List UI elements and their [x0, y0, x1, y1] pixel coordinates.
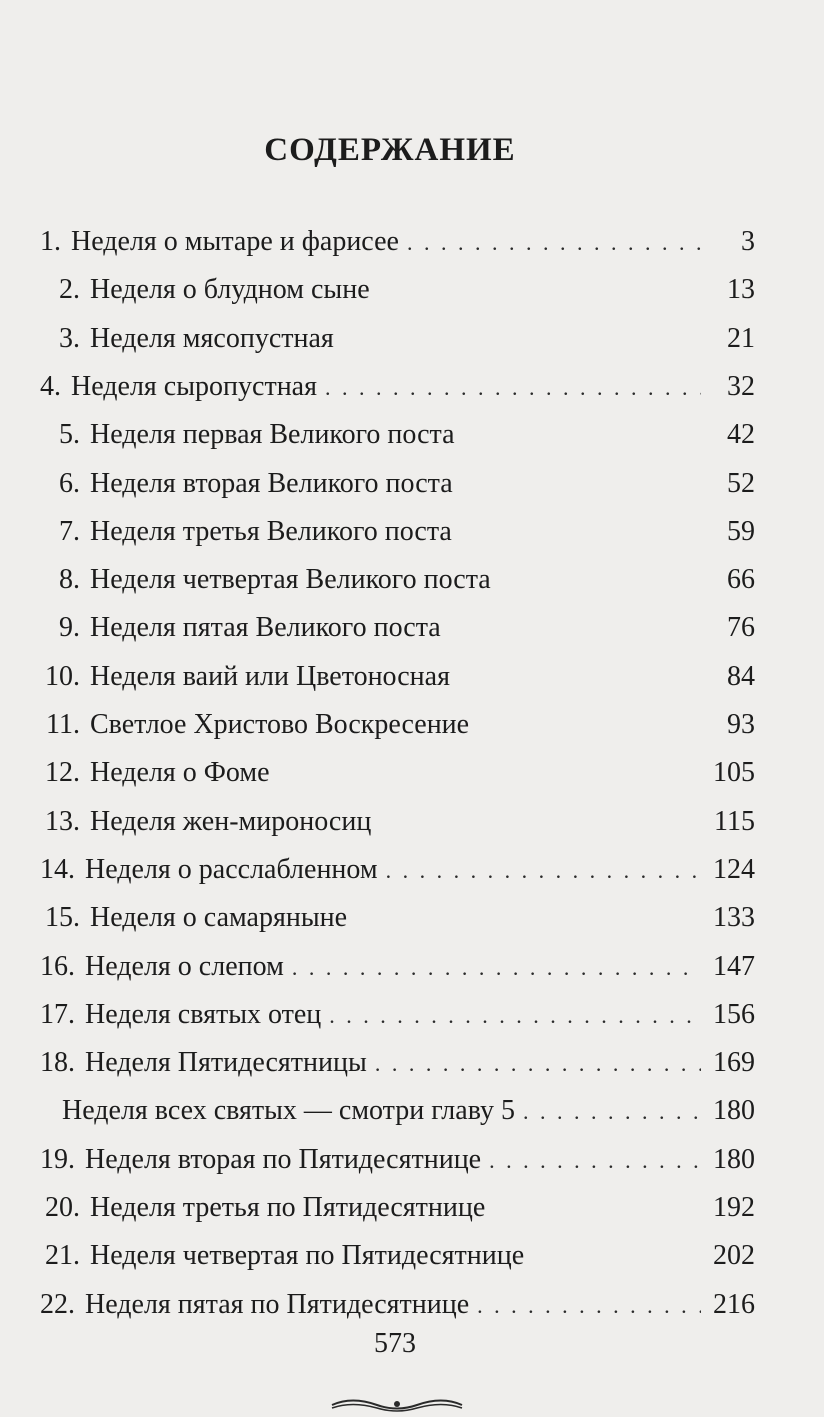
- toc-entry-number: 9.: [59, 612, 80, 644]
- toc-entry: [40, 1285, 755, 1325]
- toc-entry: [40, 1236, 755, 1276]
- toc-entry-number: 12.: [45, 757, 80, 789]
- toc-entry-page: 115: [714, 805, 755, 837]
- toc-entry-number: 1.: [40, 226, 61, 257]
- toc-entry-number: 4.: [40, 370, 61, 402]
- toc-entry: [40, 753, 755, 793]
- toc-leader-dots: [386, 851, 701, 891]
- toc-entry-title: Неделя о самаряныне: [90, 902, 348, 934]
- toc-entry: [40, 464, 755, 504]
- toc-entry-title: Неделя всех святых — смотри главу 5: [62, 1095, 515, 1127]
- toc-entry-title: Неделя вторая Великого поста: [90, 467, 453, 499]
- toc-entry-page: 105: [713, 757, 755, 789]
- toc-entry-title: Неделя о Фоме: [90, 757, 270, 789]
- toc-entry-page: 42: [727, 419, 755, 451]
- toc-entry-title: Неделя вторая по Пятидесятнице: [85, 1143, 482, 1175]
- toc-entry-page: 202: [713, 1240, 755, 1272]
- toc-leader-dots: [523, 1092, 701, 1132]
- toc-entry: [40, 560, 755, 600]
- toc-entry-title: Неделя святых отец: [85, 998, 322, 1030]
- toc-entry: [40, 222, 755, 262]
- toc-entry-title: Светлое Христово Воскресение: [90, 709, 470, 740]
- toc-entry: [40, 947, 755, 987]
- toc-entry-page: 93: [727, 709, 755, 740]
- toc-entry-title: Неделя о мытаре и фарисее: [71, 226, 399, 257]
- toc-entry-title: Неделя третья Великого поста: [90, 515, 452, 547]
- toc-entry: [40, 319, 755, 359]
- toc-entry-page: 156: [713, 998, 755, 1030]
- toc-entry: [40, 1140, 755, 1180]
- toc-entry-page: 76: [727, 612, 755, 644]
- toc-entry: [40, 608, 755, 648]
- toc-leader-dots: [489, 1141, 701, 1181]
- toc-entry-title: Неделя пятая по Пятидесятнице: [85, 1288, 470, 1320]
- toc-entry-page: 147: [713, 950, 755, 982]
- toc-entry: [40, 512, 755, 552]
- toc-entry-number: 13.: [45, 805, 80, 837]
- toc-entry-number: 20.: [45, 1192, 80, 1223]
- toc-entry-number: 16.: [40, 950, 75, 982]
- toc-entry-page: 52: [727, 467, 755, 499]
- toc-entry-number: 18.: [40, 1047, 75, 1079]
- toc-entry: [40, 705, 755, 745]
- toc-leader-dots: [407, 223, 701, 263]
- toc-entry: [40, 802, 755, 842]
- toc-entry: [40, 1043, 755, 1083]
- toc-entry-title: Неделя четвертая по Пятидесятнице: [90, 1240, 525, 1272]
- toc-leader-dots: [477, 1286, 701, 1326]
- toc-entry-page: 216: [713, 1288, 755, 1320]
- toc-entry-title: Неделя пятая Великого поста: [90, 612, 441, 644]
- toc-entry-page: 21: [727, 322, 755, 354]
- toc-entry-number: 10.: [45, 660, 80, 692]
- page-title: СОДЕРЖАНИЕ: [264, 132, 516, 168]
- toc-entry: [62, 1091, 755, 1131]
- toc-entry: [40, 367, 755, 407]
- toc-entry-title: Неделя ваий или Цветоносная: [90, 660, 450, 692]
- toc-entry-page: 84: [727, 660, 755, 692]
- toc-leader-dots: [292, 948, 701, 988]
- toc-entry-title: Неделя первая Великого поста: [90, 419, 455, 451]
- ornament-icon: [322, 1396, 472, 1414]
- page-number: 573: [374, 1328, 416, 1359]
- toc-entry-number: 22.: [40, 1288, 75, 1320]
- toc-entry-page: 133: [713, 902, 755, 934]
- toc-entry-page: 192: [713, 1192, 755, 1223]
- toc-entry: [40, 415, 755, 455]
- toc-entry-page: 66: [727, 564, 755, 596]
- toc-entry-page: 124: [713, 853, 755, 885]
- toc-leader-dots: [325, 368, 701, 408]
- toc-entry-number: 17.: [40, 998, 75, 1030]
- toc-entry-page: 32: [727, 370, 755, 402]
- toc-entry-page: 59: [727, 515, 755, 547]
- toc-leader-dots: [329, 996, 701, 1036]
- toc-entry-title: Неделя сыропустная: [71, 370, 317, 402]
- toc-entry-title: Неделя мясопустная: [90, 322, 334, 354]
- toc-entry-number: 5.: [59, 419, 80, 451]
- toc-entry-number: 2.: [59, 274, 80, 306]
- toc-entry-page: 169: [713, 1047, 755, 1079]
- toc-entry-number: 14.: [40, 853, 75, 885]
- toc-entry-title: Неделя о слепом: [85, 950, 284, 982]
- toc-entry: [40, 850, 755, 890]
- toc-leader-dots: [375, 1044, 701, 1084]
- toc-entry-title: Неделя третья по Пятидесятнице: [90, 1192, 486, 1223]
- toc-entry-number: 21.: [45, 1240, 80, 1272]
- toc-entry: [40, 270, 755, 310]
- toc-entry-number: 3.: [59, 322, 80, 354]
- toc-entry-number: 7.: [59, 515, 80, 547]
- toc-entry-title: Неделя жен-мироносиц: [90, 805, 372, 837]
- toc-entry-number: 15.: [45, 902, 80, 934]
- toc-entry-title: Неделя Пятидесятницы: [85, 1047, 367, 1079]
- toc-entry-page: 180: [713, 1095, 755, 1127]
- toc-entry: [40, 657, 755, 697]
- toc-entry: [40, 898, 755, 938]
- toc-entry-title: Неделя о расслабленном: [85, 853, 378, 885]
- toc-entry-number: 19.: [40, 1143, 75, 1175]
- toc-entry-title: Неделя четвертая Великого поста: [90, 564, 491, 596]
- toc-entry-page: 3: [741, 226, 755, 257]
- toc-entry-title: Неделя о блудном сыне: [90, 274, 370, 306]
- toc-entry-page: 13: [727, 274, 755, 306]
- toc-entry-number: 6.: [59, 467, 80, 499]
- toc-entry: [40, 995, 755, 1035]
- toc-entry-page: 180: [713, 1143, 755, 1175]
- toc-entry-number: 8.: [59, 564, 80, 596]
- toc-entry: [40, 1188, 755, 1228]
- toc-entry-number: 11.: [46, 709, 80, 740]
